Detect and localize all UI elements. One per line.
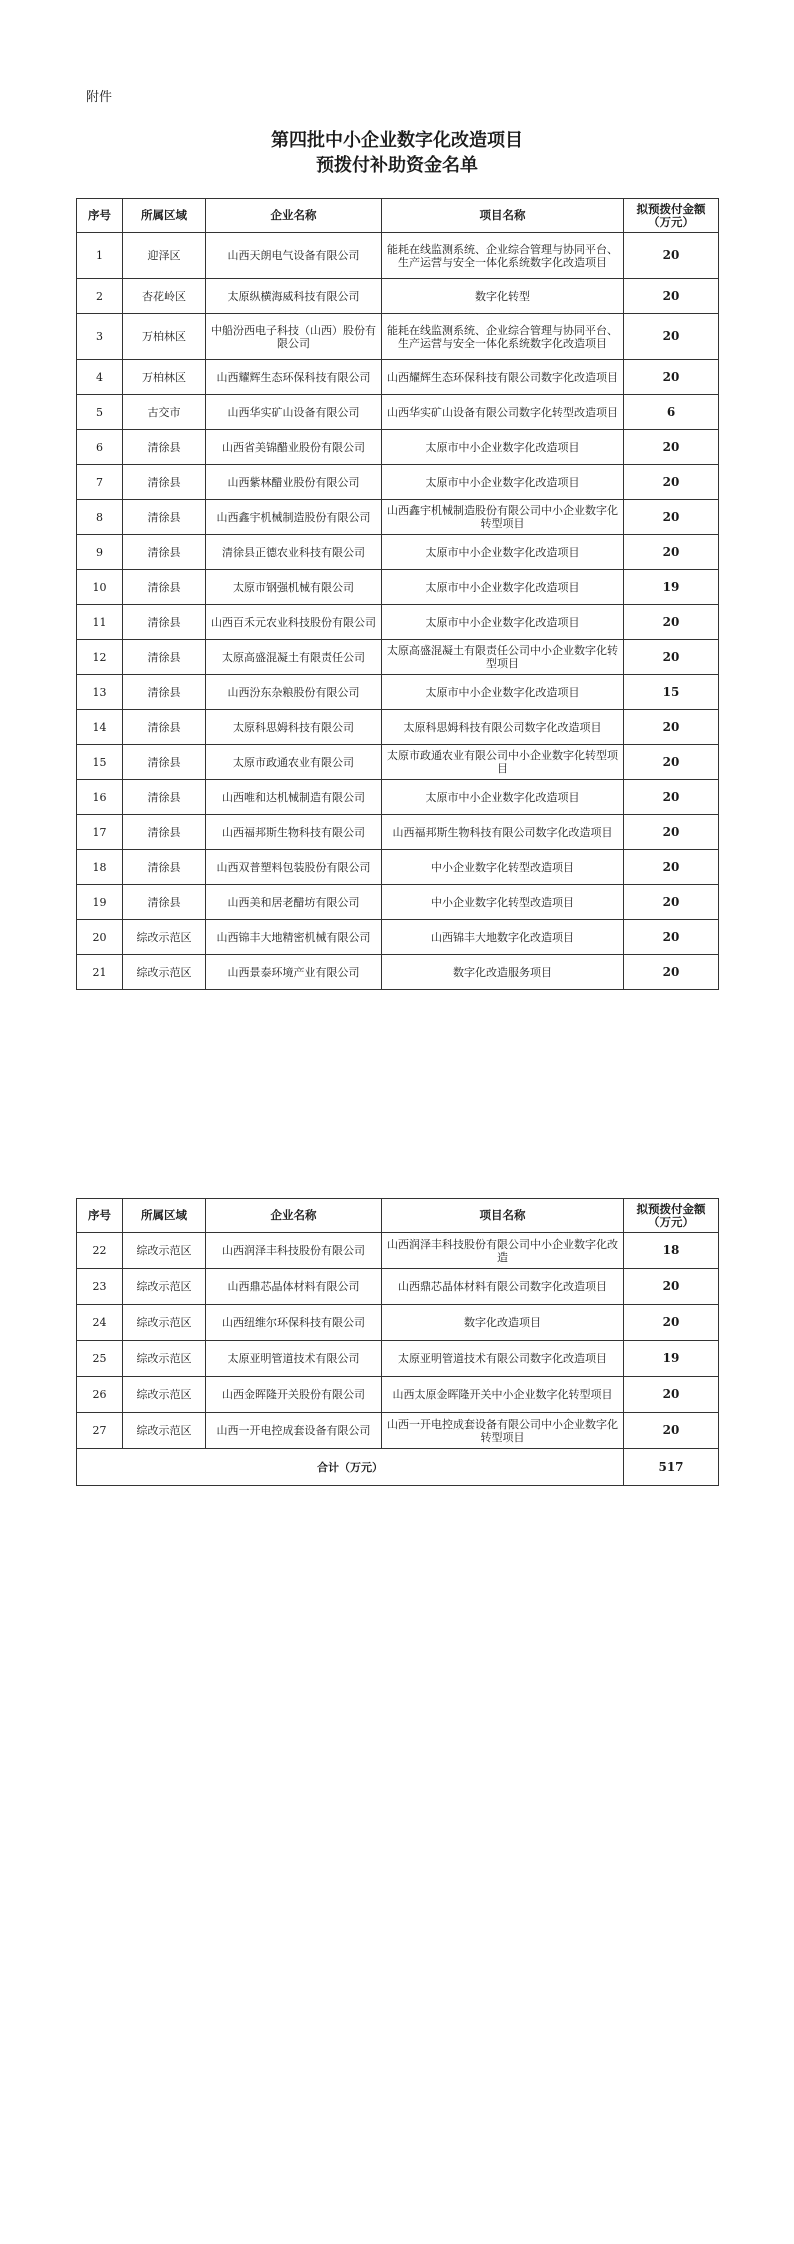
table-row (77, 279, 719, 314)
cell-district: 清徐县 (123, 815, 206, 850)
cell-company: 太原纵横海威科技有限公司 (206, 279, 382, 314)
cell-seq: 27 (77, 1413, 123, 1449)
cell-project: 能耗在线监测系统、企业综合管理与协同平台、生产运营与安全一体化系统数字化改造项目 (382, 314, 624, 360)
cell-project: 数字化改造项目 (382, 1305, 624, 1341)
table-row (77, 1233, 719, 1269)
table-row (77, 745, 719, 780)
cell-seq: 2 (77, 279, 123, 314)
cell-company: 中船汾西电子科技（山西）股份有限公司 (206, 314, 382, 360)
cell-company: 山西耀辉生态环保科技有限公司 (206, 360, 382, 395)
cell-company: 山西天朗电气设备有限公司 (206, 233, 382, 279)
table-row (77, 360, 719, 395)
cell-seq: 19 (77, 885, 123, 920)
header-company: 企业名称 (206, 199, 382, 233)
cell-district: 综改示范区 (123, 1233, 206, 1269)
cell-project: 山西耀辉生态环保科技有限公司数字化改造项目 (382, 360, 624, 395)
cell-seq: 11 (77, 605, 123, 640)
cell-seq: 24 (77, 1305, 123, 1341)
table-row (77, 780, 719, 815)
cell-seq: 17 (77, 815, 123, 850)
title-line-2: 预拨付补助资金名单 (316, 155, 478, 176)
cell-seq: 15 (77, 745, 123, 780)
cell-company: 山西纽维尔环保科技有限公司 (206, 1305, 382, 1341)
cell-project: 数字化转型 (382, 279, 624, 314)
cell-project: 太原市中小企业数字化改造项目 (382, 465, 624, 500)
table-row (77, 1341, 719, 1377)
cell-project: 太原市中小企业数字化改造项目 (382, 430, 624, 465)
total-amount: 517 (624, 1449, 719, 1486)
cell-company: 山西金晖隆开关股份有限公司 (206, 1377, 382, 1413)
cell-project: 数字化改造服务项目 (382, 955, 624, 990)
cell-amount: 20 (624, 1377, 719, 1413)
cell-company: 山西双普塑料包装股份有限公司 (206, 850, 382, 885)
cell-amount: 20 (624, 360, 719, 395)
header-seq: 序号 (77, 1199, 123, 1233)
cell-district: 综改示范区 (123, 1413, 206, 1449)
cell-project: 山西锦丰大地数字化改造项目 (382, 920, 624, 955)
table-row (77, 1377, 719, 1413)
cell-seq: 5 (77, 395, 123, 430)
cell-project: 中小企业数字化转型改造项目 (382, 850, 624, 885)
attachment-label: 附件 (86, 90, 113, 105)
cell-project: 山西鑫宇机械制造股份有限公司中小企业数字化转型项目 (382, 500, 624, 535)
cell-company: 太原科思姆科技有限公司 (206, 710, 382, 745)
cell-district: 清徐县 (123, 885, 206, 920)
cell-project: 太原高盛混凝土有限责任公司中小企业数字化转型项目 (382, 640, 624, 675)
cell-district: 清徐县 (123, 780, 206, 815)
cell-seq: 3 (77, 314, 123, 360)
cell-company: 山西美和居老醋坊有限公司 (206, 885, 382, 920)
cell-district: 清徐县 (123, 675, 206, 710)
table-row (77, 605, 719, 640)
header-amount: 拟预拨付金额（万元） (624, 1199, 719, 1233)
table-row (77, 233, 719, 279)
cell-company: 太原市钢强机械有限公司 (206, 570, 382, 605)
title-line-1: 第四批中小企业数字化改造项目 (271, 130, 523, 151)
cell-amount: 20 (624, 233, 719, 279)
cell-project: 山西太原金晖隆开关中小企业数字化转型项目 (382, 1377, 624, 1413)
cell-amount: 18 (624, 1233, 719, 1269)
table-row (77, 640, 719, 675)
cell-district: 清徐县 (123, 430, 206, 465)
table-row (77, 1305, 719, 1341)
table-row (77, 675, 719, 710)
header-district: 所属区域 (123, 1199, 206, 1233)
cell-company: 山西百禾元农业科技股份有限公司 (206, 605, 382, 640)
cell-seq: 1 (77, 233, 123, 279)
cell-district: 杏花岭区 (123, 279, 206, 314)
cell-amount: 20 (624, 1305, 719, 1341)
cell-amount: 19 (624, 570, 719, 605)
table-row (77, 815, 719, 850)
cell-district: 古交市 (123, 395, 206, 430)
cell-seq: 13 (77, 675, 123, 710)
header-project: 项目名称 (382, 199, 624, 233)
table-row (77, 430, 719, 465)
cell-amount: 19 (624, 1341, 719, 1377)
cell-amount: 20 (624, 955, 719, 990)
cell-seq: 10 (77, 570, 123, 605)
table-row (77, 1269, 719, 1305)
cell-seq: 9 (77, 535, 123, 570)
cell-district: 综改示范区 (123, 1269, 206, 1305)
table-row (77, 500, 719, 535)
table-row (77, 955, 719, 990)
cell-company: 山西鑫宇机械制造股份有限公司 (206, 500, 382, 535)
cell-amount: 20 (624, 920, 719, 955)
cell-project: 太原市中小企业数字化改造项目 (382, 535, 624, 570)
cell-seq: 12 (77, 640, 123, 675)
table-row (77, 710, 719, 745)
funding-table-page-2 (76, 1198, 719, 1486)
header-district: 所属区域 (123, 199, 206, 233)
cell-project: 太原市中小企业数字化改造项目 (382, 605, 624, 640)
cell-district: 综改示范区 (123, 1377, 206, 1413)
cell-project: 能耗在线监测系统、企业综合管理与协同平台、生产运营与安全一体化系统数字化改造项目 (382, 233, 624, 279)
cell-district: 清徐县 (123, 640, 206, 675)
table-row (77, 885, 719, 920)
cell-company: 太原市政通农业有限公司 (206, 745, 382, 780)
cell-project: 太原市中小企业数字化改造项目 (382, 675, 624, 710)
cell-district: 清徐县 (123, 605, 206, 640)
cell-seq: 26 (77, 1377, 123, 1413)
cell-amount: 20 (624, 850, 719, 885)
cell-seq: 22 (77, 1233, 123, 1269)
cell-amount: 20 (624, 314, 719, 360)
table-row (77, 920, 719, 955)
total-row (77, 1449, 719, 1486)
cell-amount: 20 (624, 535, 719, 570)
cell-company: 山西一开电控成套设备有限公司 (206, 1413, 382, 1449)
cell-district: 清徐县 (123, 710, 206, 745)
table-row (77, 465, 719, 500)
cell-company: 山西润泽丰科技股份有限公司 (206, 1233, 382, 1269)
cell-project: 山西华实矿山设备有限公司数字化转型改造项目 (382, 395, 624, 430)
cell-company: 清徐县正德农业科技有限公司 (206, 535, 382, 570)
cell-seq: 23 (77, 1269, 123, 1305)
header-amount: 拟预拨付金额（万元） (624, 199, 719, 233)
cell-company: 太原高盛混凝土有限责任公司 (206, 640, 382, 675)
cell-amount: 20 (624, 640, 719, 675)
cell-project: 太原市中小企业数字化改造项目 (382, 780, 624, 815)
cell-amount: 20 (624, 605, 719, 640)
cell-seq: 6 (77, 430, 123, 465)
table-row (77, 314, 719, 360)
cell-project: 山西润泽丰科技股份有限公司中小企业数字化改造 (382, 1233, 624, 1269)
cell-amount: 20 (624, 1413, 719, 1449)
header-project: 项目名称 (382, 1199, 624, 1233)
funding-table-page-1 (76, 198, 719, 990)
table-header-row (77, 1199, 719, 1233)
cell-amount: 20 (624, 710, 719, 745)
cell-amount: 6 (624, 395, 719, 430)
table-row (77, 395, 719, 430)
cell-amount: 20 (624, 780, 719, 815)
cell-company: 山西汾东杂粮股份有限公司 (206, 675, 382, 710)
cell-project: 山西鼎芯晶体材料有限公司数字化改造项目 (382, 1269, 624, 1305)
cell-seq: 25 (77, 1341, 123, 1377)
cell-seq: 8 (77, 500, 123, 535)
cell-company: 太原亚明管道技术有限公司 (206, 1341, 382, 1377)
table-row (77, 570, 719, 605)
cell-district: 清徐县 (123, 850, 206, 885)
cell-amount: 20 (624, 745, 719, 780)
cell-seq: 14 (77, 710, 123, 745)
cell-district: 万柏林区 (123, 314, 206, 360)
cell-seq: 18 (77, 850, 123, 885)
cell-company: 山西省美锦醋业股份有限公司 (206, 430, 382, 465)
total-label: 合计（万元） (77, 1449, 624, 1486)
cell-district: 清徐县 (123, 570, 206, 605)
cell-district: 清徐县 (123, 745, 206, 780)
table-row (77, 535, 719, 570)
table-row (77, 1413, 719, 1449)
cell-amount: 20 (624, 885, 719, 920)
cell-district: 清徐县 (123, 465, 206, 500)
cell-company: 山西鼎芯晶体材料有限公司 (206, 1269, 382, 1305)
cell-company: 山西景泰环境产业有限公司 (206, 955, 382, 990)
table-header-row (77, 199, 719, 233)
cell-company: 山西福邦斯生物科技有限公司 (206, 815, 382, 850)
cell-amount: 20 (624, 430, 719, 465)
cell-district: 综改示范区 (123, 1305, 206, 1341)
cell-company: 山西唯和达机械制造有限公司 (206, 780, 382, 815)
cell-project: 太原科思姆科技有限公司数字化改造项目 (382, 710, 624, 745)
cell-district: 迎泽区 (123, 233, 206, 279)
cell-company: 山西华实矿山设备有限公司 (206, 395, 382, 430)
cell-seq: 7 (77, 465, 123, 500)
cell-district: 综改示范区 (123, 1341, 206, 1377)
cell-district: 综改示范区 (123, 920, 206, 955)
cell-project: 中小企业数字化转型改造项目 (382, 885, 624, 920)
cell-district: 综改示范区 (123, 955, 206, 990)
cell-district: 清徐县 (123, 500, 206, 535)
cell-seq: 16 (77, 780, 123, 815)
cell-amount: 20 (624, 815, 719, 850)
cell-district: 万柏林区 (123, 360, 206, 395)
cell-district: 清徐县 (123, 535, 206, 570)
header-seq: 序号 (77, 199, 123, 233)
cell-company: 山西锦丰大地精密机械有限公司 (206, 920, 382, 955)
cell-seq: 20 (77, 920, 123, 955)
cell-project: 太原市中小企业数字化改造项目 (382, 570, 624, 605)
cell-project: 太原市政通农业有限公司中小企业数字化转型项目 (382, 745, 624, 780)
cell-project: 山西一开电控成套设备有限公司中小企业数字化转型项目 (382, 1413, 624, 1449)
cell-project: 太原亚明管道技术有限公司数字化改造项目 (382, 1341, 624, 1377)
cell-seq: 21 (77, 955, 123, 990)
cell-amount: 15 (624, 675, 719, 710)
header-company: 企业名称 (206, 1199, 382, 1233)
cell-seq: 4 (77, 360, 123, 395)
document-title (0, 128, 794, 178)
table-row (77, 850, 719, 885)
cell-project: 山西福邦斯生物科技有限公司数字化改造项目 (382, 815, 624, 850)
cell-amount: 20 (624, 500, 719, 535)
cell-company: 山西紫林醋业股份有限公司 (206, 465, 382, 500)
cell-amount: 20 (624, 465, 719, 500)
cell-amount: 20 (624, 279, 719, 314)
cell-amount: 20 (624, 1269, 719, 1305)
